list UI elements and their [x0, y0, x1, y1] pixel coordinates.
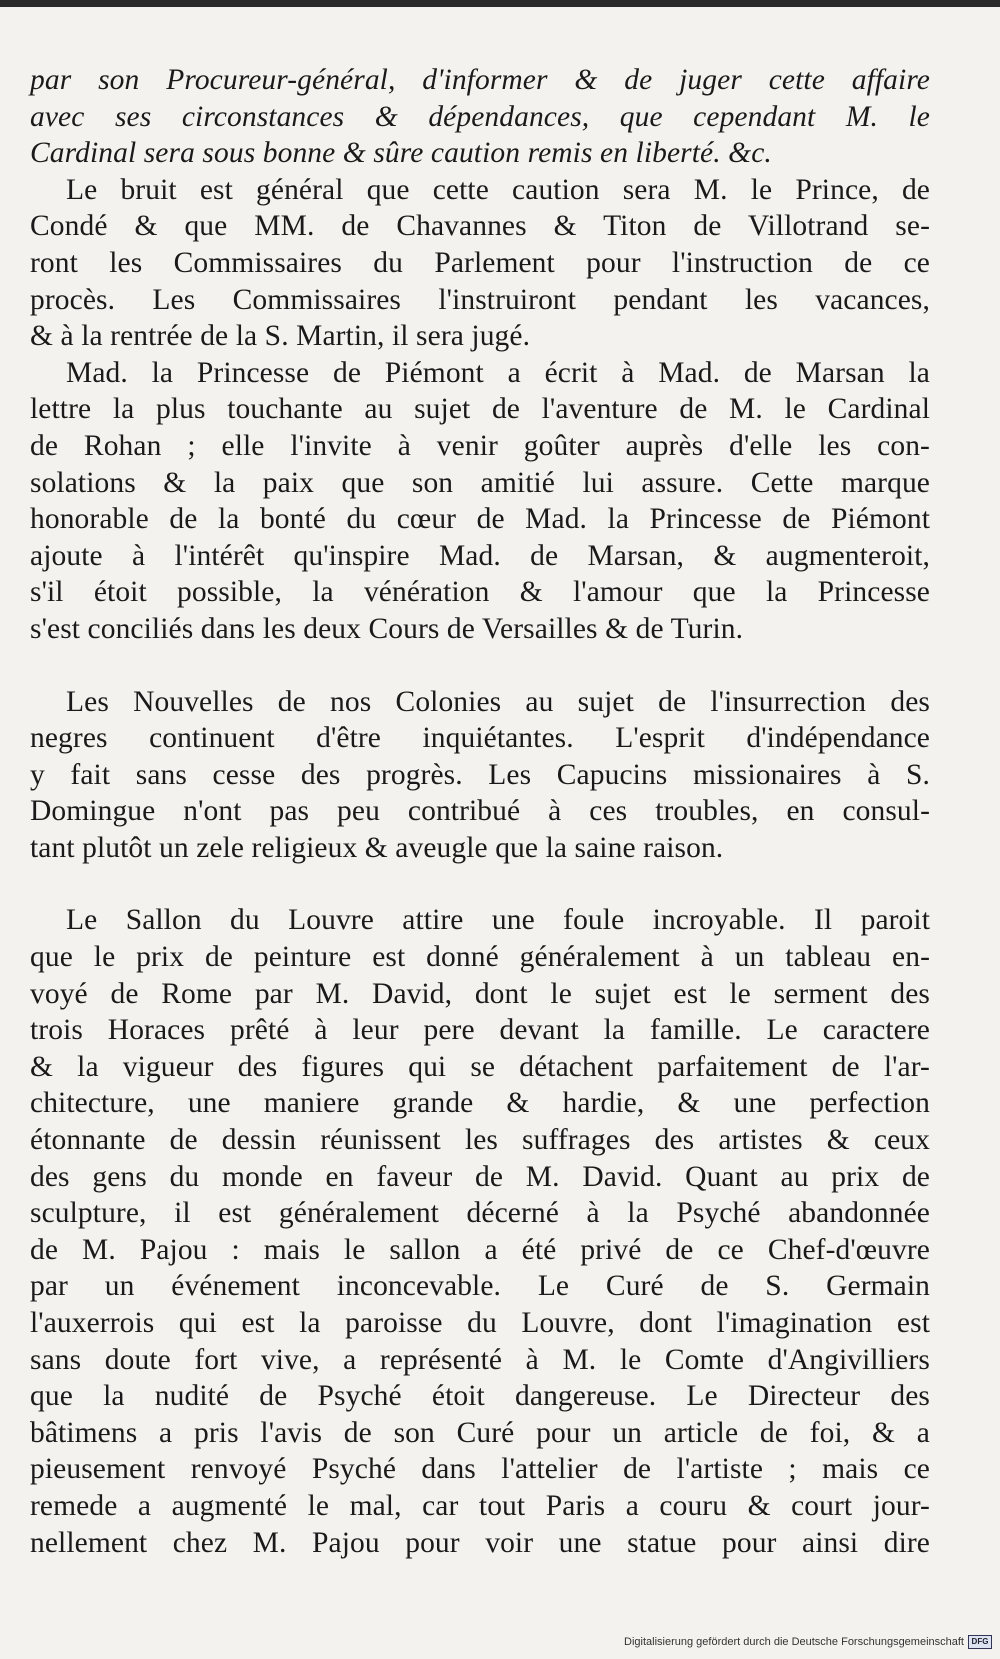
- paragraph-5: [30, 902, 930, 1561]
- text-line: solations & la paix que son amitié lui assure. Cette marque: [30, 466, 930, 499]
- text-line: nellement chez M. Pajou pour voir une statue pour ainsi dire: [30, 1526, 930, 1559]
- text-line: y fait sans cesse des progrès. Les Capucins missionaires à S.: [30, 758, 930, 791]
- dfg-logo-icon: DFG: [968, 1635, 992, 1649]
- text-line: avec ses circonstances & dépendances, que cependant M. le: [30, 100, 930, 133]
- text-line: voyé de Rome par M. David, dont le sujet est le serment des: [30, 977, 930, 1010]
- text-line: ront les Commissaires du Parlement pour l'instruction de ce: [30, 246, 930, 279]
- paragraph-2: [30, 172, 930, 355]
- text-line: Mad. la Princesse de Piémont a écrit à Mad. de Marsan la: [66, 356, 930, 389]
- text-line: de Rohan ; elle l'invite à venir goûter auprès d'elle les con-: [30, 429, 930, 462]
- text-line: & à la rentrée de la S. Martin, il sera jugé.: [30, 320, 531, 353]
- text-line: sans doute fort vive, a représenté à M. le Comte d'Angivilliers: [30, 1343, 930, 1376]
- page-text-body: [30, 62, 930, 1561]
- text-line: de M. Pajou : mais le sallon a été privé de ce Chef-d'œuvre: [30, 1233, 930, 1266]
- text-line: par son Procureur-général, d'informer & de juger cette affaire: [30, 64, 930, 96]
- text-line: tant plutôt un zele religieux & aveugle que la saine raison.: [30, 831, 724, 864]
- digitization-footer: [624, 1635, 992, 1649]
- text-line: ajoute à l'intérêt qu'inspire Mad. de Marsan, & augmenteroit,: [30, 539, 930, 572]
- text-line: Les Nouvelles de nos Colonies au sujet de l'insurrection des: [66, 685, 930, 718]
- paragraph-3: [30, 355, 930, 648]
- text-line: par un événement inconcevable. Le Curé de S. Germain: [30, 1270, 930, 1303]
- text-line: s'il étoit possible, la vénération & l'amour que la Princesse: [30, 576, 930, 609]
- text-line: Domingue n'ont pas peu contribué à ces troubles, en consul-: [30, 795, 930, 828]
- text-line: s'est conciliés dans les deux Cours de Versailles & de Turin.: [30, 612, 744, 645]
- page-top-edge: [0, 0, 1000, 7]
- text-line: sculpture, il est généralement décerné à la Psyché abandonnée: [30, 1197, 930, 1230]
- text-line: étonnante de dessin réunissent les suffrages des artistes & ceux: [30, 1124, 930, 1157]
- text-line: pieusement renvoyé Psyché dans l'attelier de l'artiste ; mais ce: [30, 1453, 930, 1486]
- paragraph-1: [30, 62, 930, 172]
- footer-credit-text: Digitalisierung gefördert durch die Deutsche Forschungsgemeinschaft: [624, 1636, 964, 1648]
- text-line: Condé & que MM. de Chavannes & Titon de Villotrand se-: [30, 210, 930, 243]
- text-line: des gens du monde en faveur de M. David. Quant au prix de: [30, 1160, 930, 1193]
- text-line: Le bruit est général que cette caution sera M. le Prince, de: [66, 173, 930, 206]
- text-line: procès. Les Commissaires l'instruiront pendant les vacances,: [30, 283, 930, 316]
- text-line: Cardinal sera sous bonne & sûre caution remis en liberté. &c.: [30, 137, 772, 170]
- text-line: chitecture, une maniere grande & hardie, & une perfection: [30, 1087, 930, 1120]
- text-line: remede a augmenté le mal, car tout Paris a couru & court jour-: [30, 1489, 930, 1522]
- text-line: bâtimens a pris l'avis de son Curé pour un article de foi, & a: [30, 1416, 930, 1449]
- text-line: Le Sallon du Louvre attire une foule incroyable. Il paroit: [66, 904, 930, 937]
- text-line: trois Horaces prêté à leur pere devant la famille. Le caractere: [30, 1014, 930, 1047]
- paragraph-4: [30, 684, 930, 867]
- text-line: negres continuent d'être inquiétantes. L'esprit d'indépendance: [30, 722, 930, 755]
- text-line: lettre la plus touchante au sujet de l'aventure de M. le Cardinal: [30, 393, 930, 426]
- text-line: honorable de la bonté du cœur de Mad. la Princesse de Piémont: [30, 503, 930, 536]
- text-line: que la nudité de Psyché étoit dangereuse. Le Directeur des: [30, 1380, 930, 1413]
- text-line: l'auxerrois qui est la paroisse du Louvre, dont l'imagination est: [30, 1307, 930, 1339]
- text-line: & la vigueur des figures qui se détachent parfaitement de l'ar-: [30, 1050, 930, 1083]
- text-line: que le prix de peinture est donné généralement à un tableau en-: [30, 941, 930, 974]
